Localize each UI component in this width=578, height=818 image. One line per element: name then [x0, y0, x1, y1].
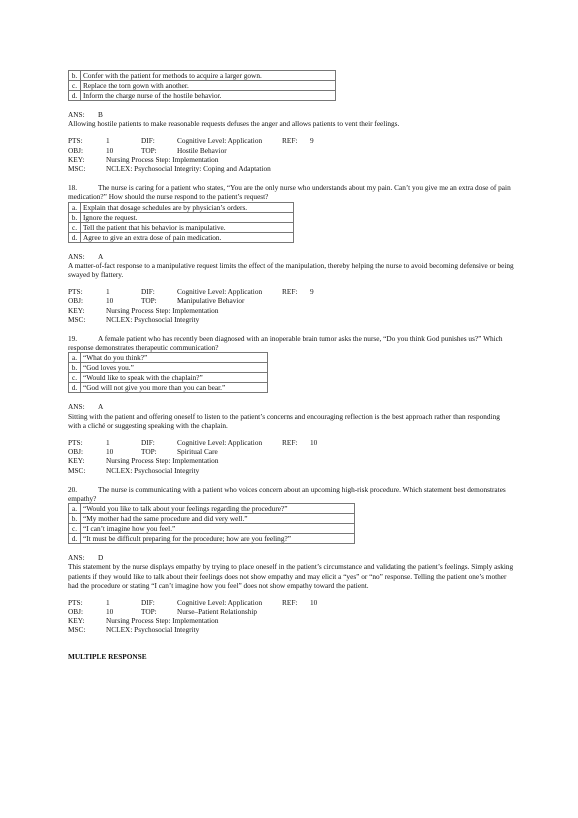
top-value: Manipulative Behavior: [177, 296, 245, 306]
option-letter: c.: [69, 524, 81, 534]
option-letter: b.: [69, 514, 81, 524]
key-value: Nursing Process Step: Implementation: [106, 456, 219, 466]
pts-label: PTS:: [68, 287, 83, 297]
key-value: Nursing Process Step: Implementation: [106, 154, 219, 164]
rationale: Sitting with the patient and offering oneself to listen to the patient’s concerns and encouraging reflection is the best approach rather than responding with a cliché or suggesting speaking with the chaplain.: [68, 411, 500, 430]
option-letter: a.: [69, 353, 81, 363]
obj-label: OBJ:: [68, 607, 84, 617]
option-letter: a.: [69, 202, 81, 212]
top-label: TOP:: [141, 607, 157, 617]
msc-label: MSC:: [68, 625, 86, 635]
key-label: KEY:: [68, 154, 85, 164]
option-text: “I can’t imagine how you feel.”: [81, 524, 355, 534]
top-label: TOP:: [141, 296, 157, 306]
msc-value: NCLEX: Psychosocial Integrity: [106, 314, 200, 324]
answer-key: D: [98, 553, 104, 563]
answer-option: [69, 232, 294, 242]
option-text: “Would like to speak with the chaplain?”: [81, 373, 268, 383]
dif-label: DIF:: [141, 287, 155, 297]
option-text: Tell the patient that his behavior is manipulative.: [81, 222, 294, 232]
obj-label: OBJ:: [68, 447, 84, 457]
answer-line: [68, 110, 514, 119]
answer-option: [69, 81, 336, 91]
answer-option: [69, 373, 268, 383]
msc-value: NCLEX: Psychosocial Integrity: [106, 625, 200, 635]
question-number: 20.: [68, 484, 78, 494]
option-text: Ignore the request.: [81, 212, 294, 222]
option-text: Confer with the patient for methods to acquire a larger gown.: [81, 71, 336, 81]
top-value: Spiritual Care: [177, 447, 218, 457]
msc-label: MSC:: [68, 314, 86, 324]
ref-label: REF:: [282, 437, 298, 447]
option-text: Replace the torn gown with another.: [81, 81, 336, 91]
metadata-block: [68, 287, 514, 324]
option-letter: d.: [69, 383, 81, 393]
ref-label: REF:: [282, 597, 298, 607]
dif-label: DIF:: [141, 597, 155, 607]
option-text: Explain that dosage schedules are by physician’s orders.: [81, 202, 294, 212]
question-stem: [68, 183, 514, 201]
answer-key: B: [98, 110, 103, 119]
metadata-block: [68, 598, 514, 635]
option-letter: d.: [69, 534, 81, 544]
option-text: “Would you like to talk about your feelings regarding the procedure?”: [81, 504, 355, 514]
answer-options-table: [68, 70, 336, 101]
option-letter: c.: [69, 222, 81, 232]
answer-option: [69, 363, 268, 373]
answer-line: [68, 553, 514, 562]
msc-value: NCLEX: Psychosocial Integrity: Coping and Adaptation: [106, 163, 271, 173]
top-label: TOP:: [141, 447, 157, 457]
answer-option: [69, 212, 294, 222]
ref-value: 9: [310, 136, 314, 146]
question-20: [68, 485, 514, 635]
obj-value: 10: [106, 145, 114, 155]
option-text: “My mother had the same procedure and did very well.”: [81, 514, 355, 524]
dif-value: Cognitive Level: Application: [177, 136, 263, 146]
question-text: The nurse is caring for a patient who states, “You are the only nurse who understands about my pain. Can’t you give me an extra dose of pain medication?” How should the nurse respond to the patient’s request?: [68, 183, 511, 202]
option-letter: b.: [69, 363, 81, 373]
section-heading: MULTIPLE RESPONSE: [68, 651, 147, 661]
answer-option: [69, 534, 355, 544]
answer-option: [69, 71, 336, 81]
metadata-block: [68, 438, 514, 475]
dif-value: Cognitive Level: Application: [177, 287, 263, 297]
pts-label: PTS:: [68, 437, 83, 447]
document-page: [68, 70, 514, 661]
pts-value: 1: [106, 437, 110, 447]
answer-option: [69, 91, 336, 101]
metadata-block: [68, 136, 514, 173]
option-letter: d.: [69, 91, 81, 101]
option-letter: c.: [69, 373, 81, 383]
key-label: KEY:: [68, 616, 85, 626]
ref-value: 10: [310, 597, 318, 607]
answer-option: [69, 504, 355, 514]
rationale: A matter-of-fact response to a manipulative request limits the effect of the manipulation, thereby helping the nurse to avoid becoming defensive or being swayed by flattery.: [68, 260, 514, 279]
answer-options-table: [68, 503, 355, 544]
obj-value: 10: [106, 607, 114, 617]
question-number: 19.: [68, 333, 78, 343]
pts-value: 1: [106, 597, 110, 607]
answer-option: [69, 353, 268, 363]
rationale: Allowing hostile patients to make reasonable requests defuses the anger and allows patients to vent their feelings.: [68, 119, 400, 129]
answer-options-table: [68, 352, 268, 393]
ref-value: 9: [310, 287, 314, 297]
question-stem: [68, 485, 514, 503]
key-value: Nursing Process Step: Implementation: [106, 305, 219, 315]
ans-label: ANS:: [68, 251, 85, 261]
question-text: The nurse is communicating with a patient who voices concern about an upcoming high-risk procedure. Which statement best demonstrates empathy?: [68, 484, 506, 503]
option-letter: c.: [69, 81, 81, 91]
key-value: Nursing Process Step: Implementation: [106, 616, 219, 626]
msc-label: MSC:: [68, 163, 86, 173]
pts-label: PTS:: [68, 597, 83, 607]
answer-option: [69, 202, 294, 212]
ans-label: ANS:: [68, 110, 85, 119]
pts-value: 1: [106, 136, 110, 146]
question-number: 18.: [68, 183, 78, 193]
answer-option: [69, 222, 294, 232]
answer-line: [68, 402, 514, 411]
pts-value: 1: [106, 287, 110, 297]
ans-label: ANS:: [68, 402, 85, 412]
option-letter: a.: [69, 504, 81, 514]
option-text: “What do you think?”: [81, 353, 268, 363]
dif-label: DIF:: [141, 437, 155, 447]
question-stem: [68, 334, 514, 352]
option-letter: b.: [69, 212, 81, 222]
obj-label: OBJ:: [68, 296, 84, 306]
dif-value: Cognitive Level: Application: [177, 597, 263, 607]
top-value: Hostile Behavior: [177, 145, 227, 155]
dif-value: Cognitive Level: Application: [177, 437, 263, 447]
question-text: A female patient who has recently been diagnosed with an inoperable brain tumor asks the nurse, “Do you think God punishes us?” Which response demonstrates therapeutic communication?: [68, 333, 503, 353]
obj-value: 10: [106, 296, 114, 306]
answer-option: [69, 524, 355, 534]
key-label: KEY:: [68, 305, 85, 315]
obj-label: OBJ:: [68, 145, 84, 155]
answer-key: A: [98, 402, 104, 412]
ref-value: 10: [310, 437, 318, 447]
option-letter: d.: [69, 232, 81, 242]
question-17: [68, 70, 514, 173]
option-text: “It must be difficult preparing for the procedure; how are you feeling?”: [81, 534, 355, 544]
ans-label: ANS:: [68, 553, 85, 563]
answer-options-table: [68, 202, 294, 243]
ref-label: REF:: [282, 136, 298, 146]
answer-option: [69, 514, 355, 524]
dif-label: DIF:: [141, 136, 155, 146]
ref-label: REF:: [282, 287, 298, 297]
question-18: [68, 183, 514, 324]
top-label: TOP:: [141, 145, 157, 155]
pts-label: PTS:: [68, 136, 83, 146]
option-text: Agree to give an extra dose of pain medication.: [81, 232, 294, 242]
obj-value: 10: [106, 447, 114, 457]
option-text: Inform the charge nurse of the hostile behavior.: [81, 91, 336, 101]
msc-label: MSC:: [68, 465, 86, 475]
top-value: Nurse–Patient Relationship: [177, 607, 258, 617]
key-label: KEY:: [68, 456, 85, 466]
msc-value: NCLEX: Psychosocial Integrity: [106, 465, 200, 475]
answer-line: [68, 252, 514, 261]
option-letter: b.: [69, 71, 81, 81]
answer-option: [69, 383, 268, 393]
option-text: “God loves you.”: [81, 363, 268, 373]
question-19: [68, 334, 514, 475]
rationale: This statement by the nurse displays empathy by trying to place oneself in the patient’s circumstance and validating the patient’s feelings. Simply asking patients if they would like to talk about their feelings does not show empathy and may elicit a “yes” or “no” response. Telling the patient one’s mother had the procedure or stating “I can’t imagine how you feel” does not show empathy toward the patient.: [68, 562, 514, 590]
answer-key: A: [98, 251, 104, 261]
option-text: “God will not give you more than you can bear.”: [81, 383, 268, 393]
